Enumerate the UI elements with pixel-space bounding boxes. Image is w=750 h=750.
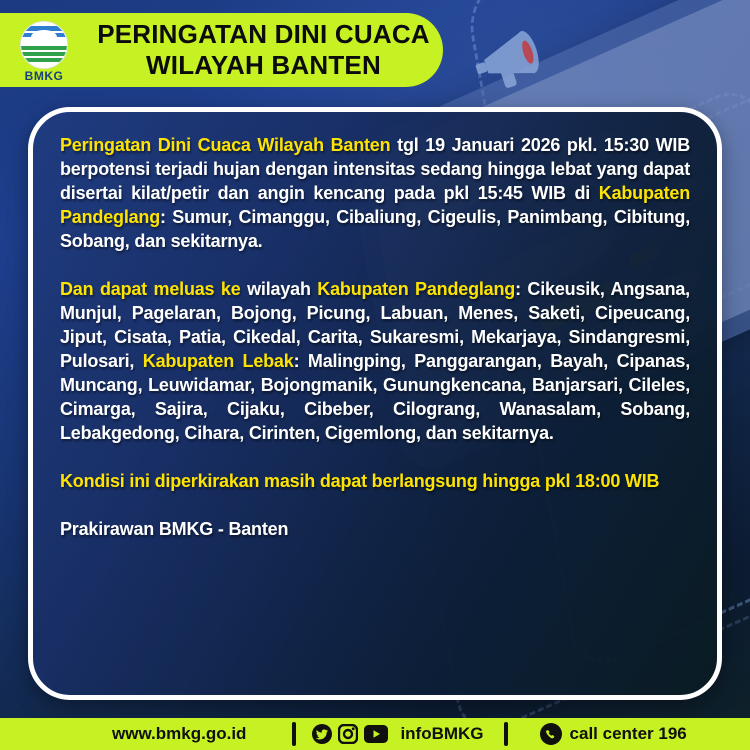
megaphone-icon [468,18,578,103]
poster-title-line2: WILAYAH BANTEN [146,50,381,80]
call-center-label: call center 196 [569,724,687,743]
warning-paragraph-2: Dan dapat meluas ke wilayah Kabupaten Pandeglang: Cikeusik, Angsana, Munjul, Pagelaran, Bojong, Picung, Labuan, Menes, Saketi, Cipeucang, Jiput, Cisata, Patia, Cikedal, Carita, Sukaresmi, Mekarjaya, Sindangresmi, Pulosari, Kabupaten Lebak: Malingping, Panggarangan, Bayah, Cipanas, Muncang, Leuwidamar, Bojongmanik, Gunungkencana, Banjarsari, Cileles, Cimarga, Sajira, Cijaku, Cibeber, Cilograng, Wanasalam, Sobang, Lebakgedong, Cihara, Cirinten, Cigemlong, dan sekitarnya. [60,279,691,443]
call-center-group [540,723,687,745]
phone-icon [540,723,562,745]
website-url: www.bmkg.go.id [112,724,247,743]
warning-title-highlight: Peringatan Dini Cuaca Wilayah Banten [60,135,391,155]
expansion-highlight: Dan dapat meluas ke [60,279,241,299]
forecaster-signature: Prakirawan BMKG - Banten [60,519,289,539]
social-handle: infoBMKG [400,724,484,743]
duration-note: Kondisi ini diperkirakan masih dapat berlangsung hingga pkl 18:00 WIB [60,471,660,491]
region-highlight: Kabupaten Lebak [142,351,294,371]
youtube-icon [364,725,388,743]
region-highlight: Kabupaten Pandeglang [60,183,690,227]
warning-box [28,107,722,700]
warning-text [33,112,717,586]
bmkg-logo-label: BMKG [24,69,64,83]
header-banner [0,13,443,87]
social-media-group [312,724,483,744]
footer-divider [504,722,508,746]
poster-title-line1: PERINGATAN DINI CUACA [97,19,430,49]
twitter-icon [312,724,332,744]
footer-divider [292,722,296,746]
warning-paragraph-1: Peringatan Dini Cuaca Wilayah Banten tgl 19 Januari 2026 pkl. 15:30 WIB berpotensi terjadi hujan dengan intensitas sedang hingga lebat yang dapat disertai kilat/petir dan angin kencang pada pkl 15:45 WIB di Kabupaten Pandeglang: Sumur, Cimanggu, Cibaliung, Cigeulis, Panimbang, Cibitung, Sobang, dan sekitarnya. [60,135,691,251]
bmkg-logo [13,14,75,86]
region-highlight: Kabupaten Pandeglang [317,279,516,299]
instagram-icon [338,724,358,744]
bmkg-logo-icon [20,21,68,69]
footer-bar [0,718,750,750]
